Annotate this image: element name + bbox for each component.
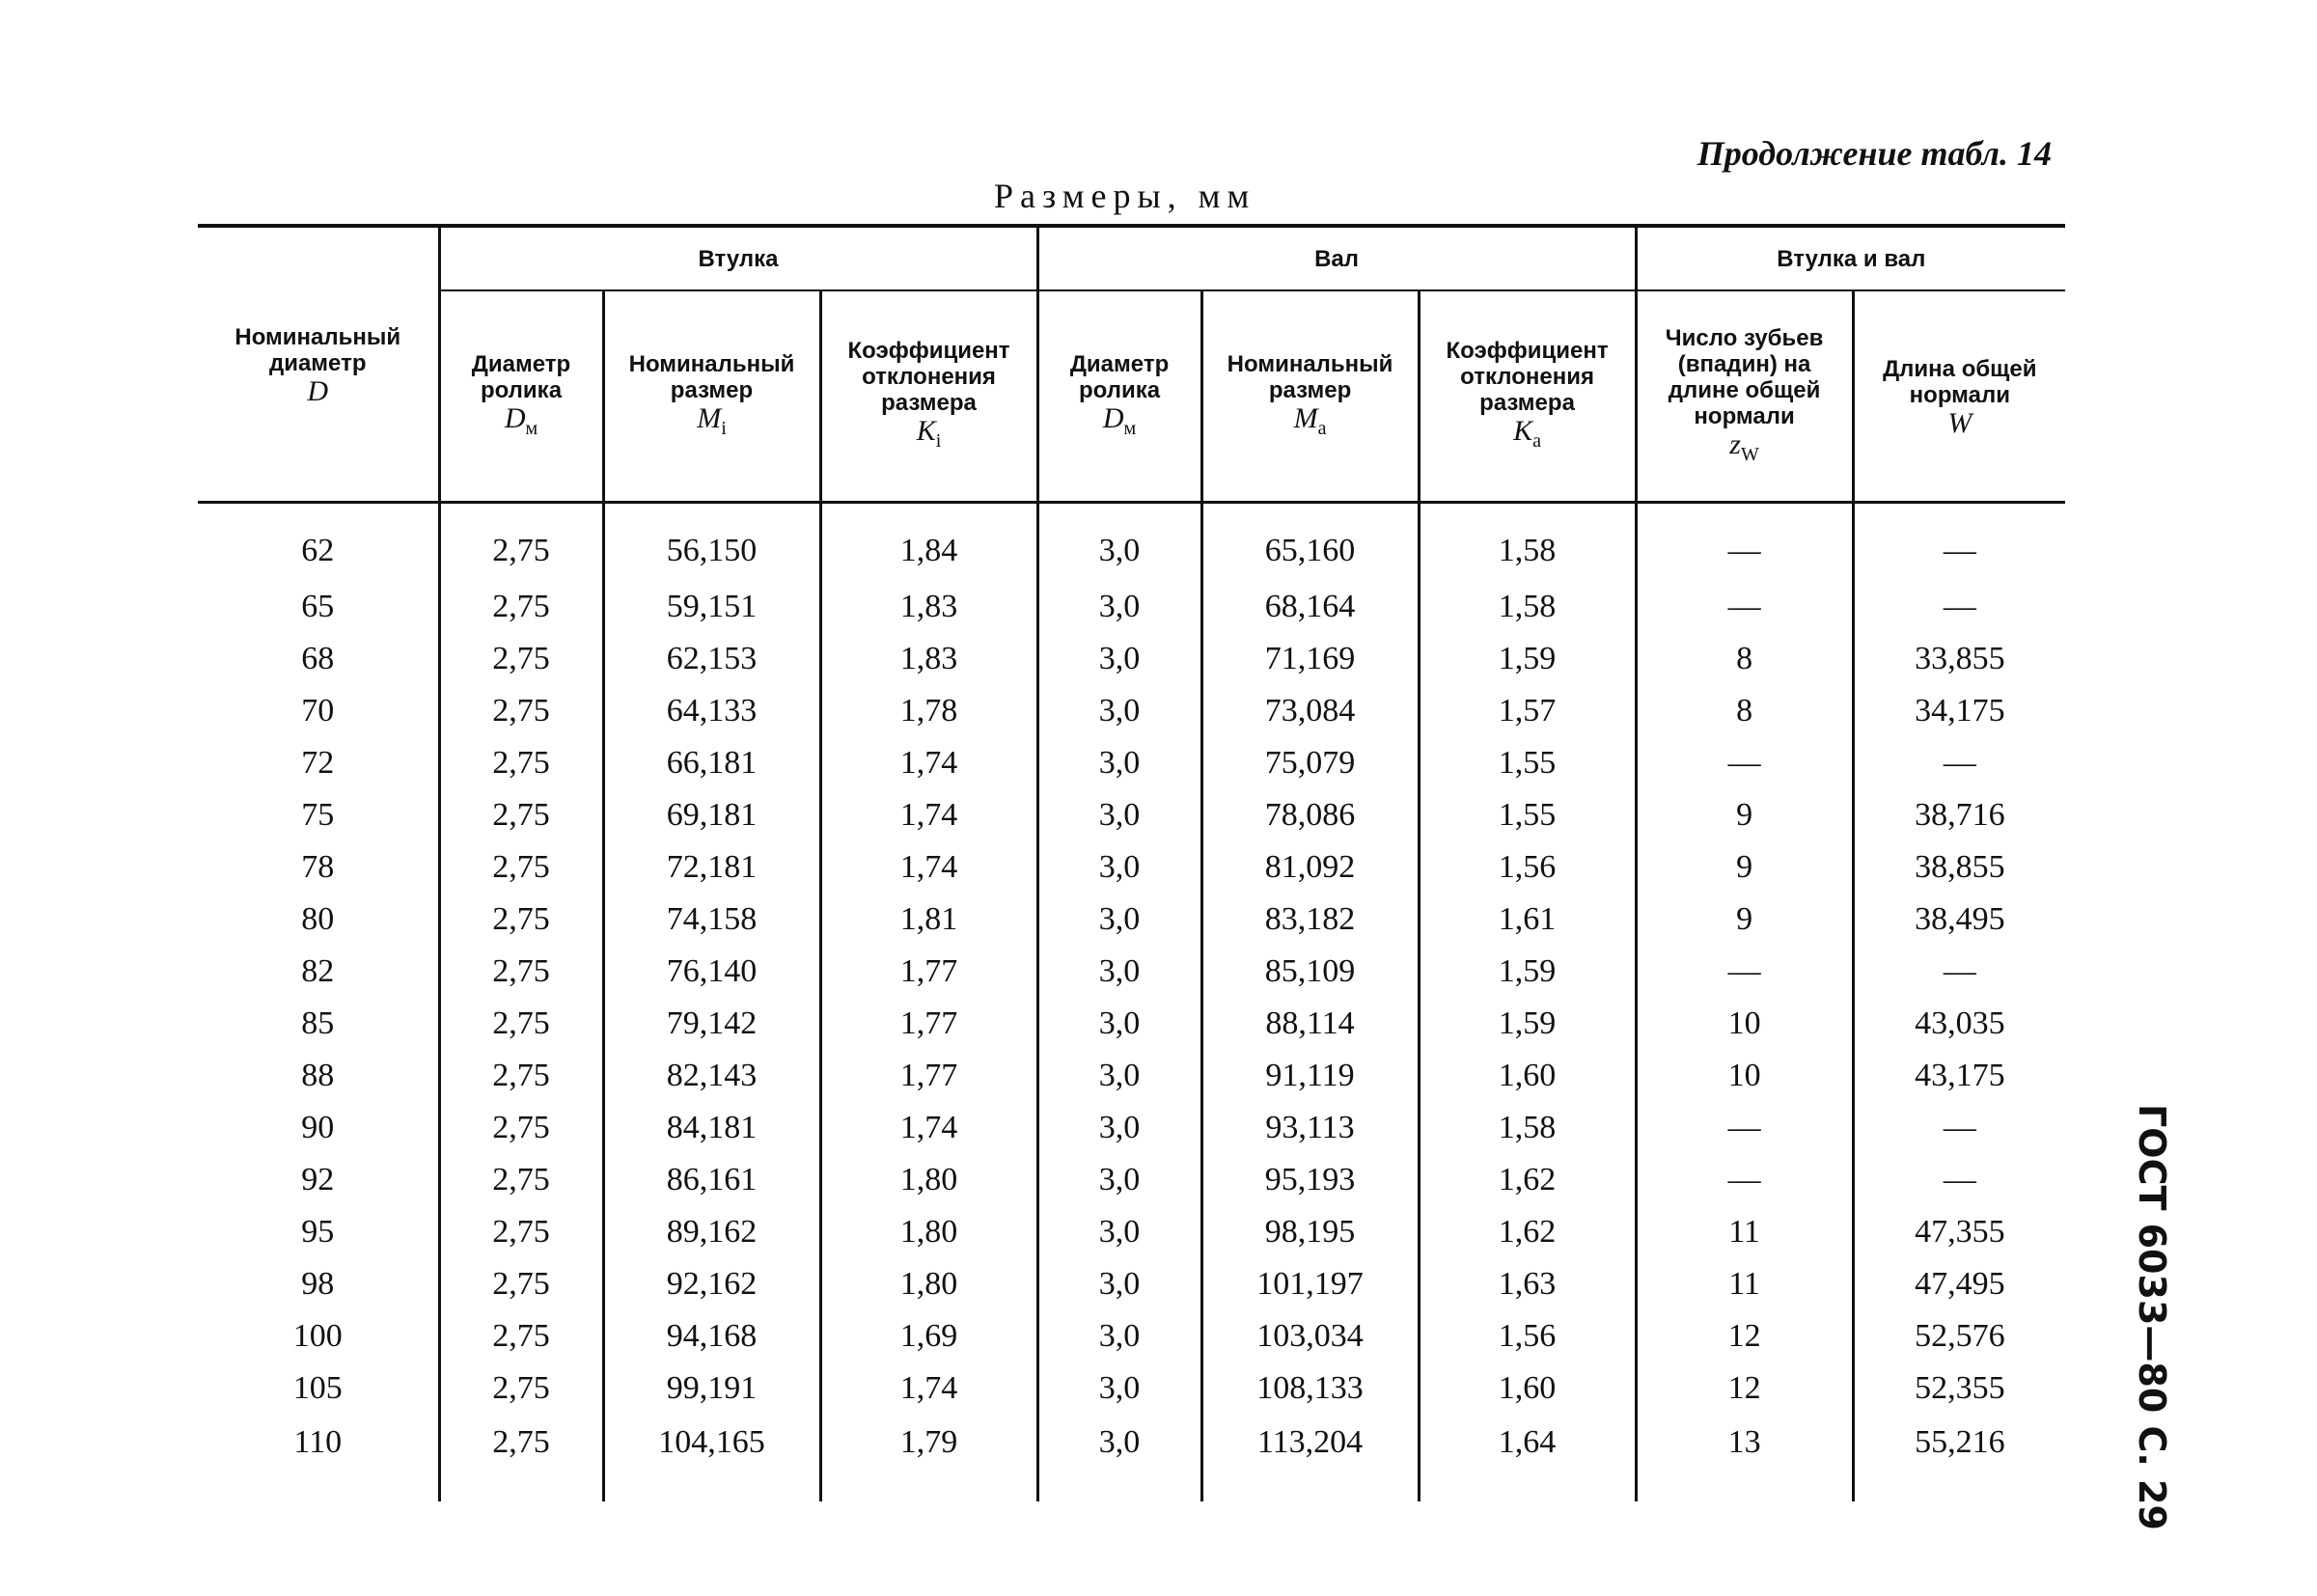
cell-common-normal-length: 47,355 — [1853, 1206, 2065, 1258]
cell-bushing-nominal-size: 69,181 — [603, 789, 820, 841]
cell-shaft-nominal-size: 73,084 — [1201, 685, 1419, 737]
header-label: Диаметр ролика — [1069, 350, 1170, 403]
cell-shaft-deviation-coefficient: 1,60 — [1419, 1050, 1636, 1102]
header-common-normal-length — [1853, 290, 2065, 503]
cell-bushing-roller-diameter: 2,75 — [439, 685, 603, 737]
cell-shaft-nominal-size: 83,182 — [1201, 894, 1419, 946]
cell-bushing-deviation-coefficient: 1,83 — [820, 633, 1037, 685]
cell-teeth-count: 10 — [1636, 1050, 1853, 1102]
cell-teeth-count: — — [1636, 581, 1853, 633]
cell-bushing-roller-diameter: 2,75 — [439, 841, 603, 894]
cell-common-normal-length: 38,716 — [1853, 789, 2065, 841]
cell-nominal-diameter: 65 — [301, 589, 335, 624]
cell-nominal-diameter: 100 — [292, 1318, 343, 1354]
header-teeth-count — [1636, 290, 1853, 503]
header-group-bushing-and-shaft: Втулка и вал — [1636, 226, 2065, 290]
cell-shaft-roller-diameter: 3,0 — [1037, 1362, 1201, 1415]
cell-shaft-deviation-coefficient: 1,61 — [1419, 894, 1636, 946]
cell-nominal-diameter: 90 — [301, 1110, 335, 1145]
header-row-groups — [198, 226, 2065, 290]
header-symbol-sub: м — [1123, 417, 1137, 439]
header-symbol: W — [1947, 407, 1972, 439]
cell-bushing-nominal-size: 89,162 — [603, 1206, 820, 1258]
header-symbol-sub: a — [1317, 417, 1327, 439]
cell-common-normal-length: 55,216 — [1853, 1415, 2065, 1501]
header-symbol-sub: i — [935, 430, 942, 452]
cell-bushing-nominal-size: 92,162 — [603, 1258, 820, 1310]
header-symbol-main: K — [1513, 415, 1533, 447]
cell-shaft-nominal-size: 65,160 — [1201, 503, 1419, 582]
cell-teeth-count: 9 — [1636, 841, 1853, 894]
cell-nominal-diameter: 92 — [301, 1162, 335, 1197]
cell-bushing-deviation-coefficient: 1,78 — [820, 685, 1037, 737]
cell-teeth-count: 10 — [1636, 998, 1853, 1050]
cell-bushing-deviation-coefficient: 1,74 — [820, 1362, 1037, 1415]
cell-bushing-deviation-coefficient: 1,77 — [820, 1050, 1037, 1102]
header-symbol — [1043, 401, 1197, 442]
cell-shaft-roller-diameter: 3,0 — [1037, 894, 1201, 946]
cell-shaft-nominal-size: 103,034 — [1201, 1310, 1419, 1362]
table-row — [198, 1050, 2065, 1102]
cell-common-normal-length: — — [1853, 1102, 2065, 1154]
table-row — [198, 1310, 2065, 1362]
header-bushing-nominal-size — [603, 290, 820, 503]
cell-nominal-diameter: 72 — [301, 745, 335, 781]
cell-shaft-roller-diameter: 3,0 — [1037, 998, 1201, 1050]
cell-shaft-deviation-coefficient: 1,59 — [1419, 946, 1636, 998]
cell-bushing-deviation-coefficient: 1,81 — [820, 894, 1037, 946]
cell-shaft-nominal-size: 75,079 — [1201, 737, 1419, 789]
header-symbol-sub: i — [721, 417, 727, 439]
cell-bushing-deviation-coefficient: 1,74 — [820, 841, 1037, 894]
table-row — [198, 789, 2065, 841]
cell-bushing-deviation-coefficient: 1,74 — [820, 1102, 1037, 1154]
units-caption: Размеры, мм — [994, 177, 1256, 215]
header-group-shaft: Вал — [1037, 226, 1636, 290]
cell-shaft-deviation-coefficient: 1,55 — [1419, 789, 1636, 841]
cell-shaft-deviation-coefficient: 1,58 — [1419, 581, 1636, 633]
cell-shaft-nominal-size: 81,092 — [1201, 841, 1419, 894]
cell-teeth-count: — — [1636, 1154, 1853, 1206]
cell-shaft-nominal-size: 108,133 — [1201, 1362, 1419, 1415]
cell-bushing-roller-diameter: 2,75 — [439, 1102, 603, 1154]
header-symbol-main: z — [1729, 427, 1741, 460]
cell-bushing-nominal-size: 62,153 — [603, 633, 820, 685]
cell-shaft-nominal-size: 95,193 — [1201, 1154, 1419, 1206]
header-symbol-main: D — [1102, 401, 1124, 434]
header-label: Длина общей нормали — [1883, 356, 2037, 408]
cell-shaft-deviation-coefficient: 1,59 — [1419, 633, 1636, 685]
cell-nominal-diameter: 85 — [301, 1005, 335, 1041]
cell-teeth-count: — — [1636, 503, 1853, 582]
cell-bushing-roller-diameter: 2,75 — [439, 946, 603, 998]
header-symbol-sub: м — [525, 417, 538, 439]
cell-nominal-diameter: 110 — [293, 1424, 343, 1460]
header-symbol-sub: W — [1740, 443, 1759, 465]
cell-common-normal-length: — — [1853, 581, 2065, 633]
header-label: Коэффициент отклонения размера — [847, 338, 1010, 416]
cell-bushing-roller-diameter: 2,75 — [439, 1362, 603, 1415]
cell-nominal-diameter: 95 — [301, 1214, 335, 1250]
cell-common-normal-length: — — [1853, 1154, 2065, 1206]
table-row — [198, 737, 2065, 789]
table-row — [198, 581, 2065, 633]
cell-bushing-nominal-size: 79,142 — [603, 998, 820, 1050]
cell-shaft-nominal-size: 91,119 — [1201, 1050, 1419, 1102]
cell-teeth-count: — — [1636, 946, 1853, 998]
header-label: Коэффициент отклонения размера — [1446, 338, 1609, 416]
cell-nominal-diameter: 70 — [301, 693, 335, 729]
header-shaft-nominal-size — [1201, 290, 1419, 503]
header-label: Число зубьев (впадин) на длине общей нормали — [1665, 324, 1824, 429]
cell-common-normal-length: 47,495 — [1853, 1258, 2065, 1310]
cell-bushing-nominal-size: 86,161 — [603, 1154, 820, 1206]
cell-shaft-nominal-size: 113,204 — [1201, 1415, 1419, 1501]
cell-bushing-roller-diameter: 2,75 — [439, 633, 603, 685]
cell-shaft-roller-diameter: 3,0 — [1037, 841, 1201, 894]
cell-shaft-nominal-size: 68,164 — [1201, 581, 1419, 633]
cell-shaft-roller-diameter: 3,0 — [1037, 581, 1201, 633]
cell-teeth-count: 9 — [1636, 789, 1853, 841]
cell-bushing-roller-diameter: 2,75 — [439, 894, 603, 946]
cell-bushing-deviation-coefficient: 1,74 — [820, 789, 1037, 841]
cell-bushing-roller-diameter: 2,75 — [439, 998, 603, 1050]
cell-shaft-roller-diameter: 3,0 — [1037, 1206, 1201, 1258]
cell-shaft-roller-diameter: 3,0 — [1037, 1310, 1201, 1362]
cell-teeth-count: — — [1636, 1102, 1853, 1154]
cell-common-normal-length: 43,035 — [1853, 998, 2065, 1050]
header-shaft-deviation-coefficient — [1419, 290, 1636, 503]
header-bushing-roller-diameter — [439, 290, 603, 503]
cell-common-normal-length: — — [1853, 946, 2065, 998]
cell-bushing-nominal-size: 76,140 — [603, 946, 820, 998]
cell-teeth-count: 13 — [1636, 1415, 1853, 1501]
cell-shaft-roller-diameter: 3,0 — [1037, 1050, 1201, 1102]
cell-nominal-diameter: 98 — [301, 1266, 335, 1302]
table-row — [198, 503, 2065, 582]
cell-shaft-deviation-coefficient: 1,56 — [1419, 1310, 1636, 1362]
cell-shaft-deviation-coefficient: 1,58 — [1419, 1102, 1636, 1154]
cell-bushing-nominal-size: 66,181 — [603, 737, 820, 789]
side-standard-code-text: ГОСТ 6033—80 С. 29 — [2131, 1104, 2173, 1530]
cell-bushing-roller-diameter: 2,75 — [439, 1154, 603, 1206]
cell-bushing-nominal-size: 99,191 — [603, 1362, 820, 1415]
cell-shaft-nominal-size: 88,114 — [1201, 998, 1419, 1050]
cell-nominal-diameter: 75 — [301, 797, 335, 833]
header-bushing-deviation-coefficient — [820, 290, 1037, 503]
cell-shaft-deviation-coefficient: 1,60 — [1419, 1362, 1636, 1415]
header-symbol — [1207, 401, 1414, 442]
cell-common-normal-length: 38,855 — [1853, 841, 2065, 894]
cell-bushing-roller-diameter: 2,75 — [439, 1258, 603, 1310]
cell-bushing-nominal-size: 104,165 — [603, 1415, 820, 1501]
table-row — [198, 946, 2065, 998]
cell-shaft-roller-diameter: 3,0 — [1037, 1258, 1201, 1310]
header-symbol-main: M — [1293, 401, 1318, 434]
cell-bushing-nominal-size: 59,151 — [603, 581, 820, 633]
cell-nominal-diameter: 88 — [301, 1058, 335, 1093]
header-symbol-main: K — [916, 415, 936, 447]
cell-common-normal-length: 52,576 — [1853, 1310, 2065, 1362]
cell-nominal-diameter: 105 — [292, 1370, 343, 1406]
cell-shaft-roller-diameter: 3,0 — [1037, 633, 1201, 685]
cell-teeth-count: 12 — [1636, 1362, 1853, 1415]
table-row — [198, 1206, 2065, 1258]
cell-bushing-deviation-coefficient: 1,84 — [820, 503, 1037, 582]
header-symbol-main: D — [504, 401, 526, 434]
cell-shaft-roller-diameter: 3,0 — [1037, 685, 1201, 737]
header-shaft-roller-diameter — [1037, 290, 1201, 503]
cell-teeth-count: 12 — [1636, 1310, 1853, 1362]
dimensions-table — [198, 224, 2065, 1501]
cell-bushing-nominal-size: 94,168 — [603, 1310, 820, 1362]
header-symbol: D — [307, 375, 329, 407]
cell-shaft-nominal-size: 93,113 — [1201, 1102, 1419, 1154]
cell-shaft-deviation-coefficient: 1,58 — [1419, 503, 1636, 582]
cell-nominal-diameter: 78 — [301, 849, 335, 885]
header-symbol — [609, 401, 815, 442]
cell-bushing-roller-diameter: 2,75 — [439, 503, 603, 582]
cell-shaft-deviation-coefficient: 1,59 — [1419, 998, 1636, 1050]
cell-common-normal-length: 43,175 — [1853, 1050, 2065, 1102]
cell-bushing-nominal-size: 74,158 — [603, 894, 820, 946]
cell-common-normal-length: — — [1853, 737, 2065, 789]
cell-shaft-roller-diameter: 3,0 — [1037, 737, 1201, 789]
cell-bushing-nominal-size: 64,133 — [603, 685, 820, 737]
cell-bushing-deviation-coefficient: 1,79 — [820, 1415, 1037, 1501]
cell-teeth-count: 11 — [1636, 1206, 1853, 1258]
cell-teeth-count: 9 — [1636, 894, 1853, 946]
header-group-bushing: Втулка — [439, 226, 1037, 290]
cell-nominal-diameter: 80 — [301, 901, 335, 937]
cell-nominal-diameter: 68 — [301, 641, 335, 676]
cell-shaft-roller-diameter: 3,0 — [1037, 1102, 1201, 1154]
table-row — [198, 841, 2065, 894]
header-nominal-diameter — [198, 226, 439, 503]
table-row — [198, 1362, 2065, 1415]
cell-shaft-roller-diameter: 3,0 — [1037, 1154, 1201, 1206]
cell-shaft-nominal-size: 85,109 — [1201, 946, 1419, 998]
cell-bushing-deviation-coefficient: 1,80 — [820, 1206, 1037, 1258]
cell-teeth-count: 11 — [1636, 1258, 1853, 1310]
table-row — [198, 633, 2065, 685]
cell-common-normal-length: 38,495 — [1853, 894, 2065, 946]
cell-common-normal-length: 33,855 — [1853, 633, 2065, 685]
cell-shaft-roller-diameter: 3,0 — [1037, 946, 1201, 998]
cell-bushing-deviation-coefficient: 1,80 — [820, 1258, 1037, 1310]
cell-common-normal-length: 52,355 — [1853, 1362, 2065, 1415]
cell-shaft-deviation-coefficient: 1,55 — [1419, 737, 1636, 789]
cell-common-normal-length: 34,175 — [1853, 685, 2065, 737]
table-row — [198, 1102, 2065, 1154]
cell-shaft-nominal-size: 78,086 — [1201, 789, 1419, 841]
cell-bushing-deviation-coefficient: 1,80 — [820, 1154, 1037, 1206]
cell-bushing-nominal-size: 72,181 — [603, 841, 820, 894]
header-symbol — [826, 415, 1033, 454]
cell-nominal-diameter: 82 — [301, 953, 335, 989]
cell-shaft-deviation-coefficient: 1,63 — [1419, 1258, 1636, 1310]
header-label: Номинальный размер — [628, 350, 795, 403]
header-symbol-sub: a — [1532, 430, 1541, 452]
table-row — [198, 685, 2065, 737]
cell-shaft-nominal-size: 98,195 — [1201, 1206, 1419, 1258]
cell-shaft-deviation-coefficient: 1,57 — [1419, 685, 1636, 737]
header-row-columns — [198, 290, 2065, 503]
cell-bushing-deviation-coefficient: 1,77 — [820, 998, 1037, 1050]
cell-bushing-deviation-coefficient: 1,77 — [820, 946, 1037, 998]
header-label: Номинальный диаметр — [234, 324, 401, 376]
cell-bushing-deviation-coefficient: 1,83 — [820, 581, 1037, 633]
cell-teeth-count: — — [1636, 737, 1853, 789]
cell-shaft-roller-diameter: 3,0 — [1037, 1415, 1201, 1501]
cell-bushing-roller-diameter: 2,75 — [439, 1310, 603, 1362]
cell-shaft-deviation-coefficient: 1,62 — [1419, 1154, 1636, 1206]
header-symbol-main: M — [697, 401, 722, 434]
cell-bushing-roller-diameter: 2,75 — [439, 1415, 603, 1501]
cell-shaft-nominal-size: 101,197 — [1201, 1258, 1419, 1310]
cell-nominal-diameter: 62 — [301, 533, 335, 568]
header-symbol — [1424, 415, 1631, 454]
cell-teeth-count: 8 — [1636, 685, 1853, 737]
header-label: Номинальный размер — [1227, 350, 1393, 403]
table-row — [198, 998, 2065, 1050]
cell-shaft-deviation-coefficient: 1,56 — [1419, 841, 1636, 894]
cell-bushing-deviation-coefficient: 1,69 — [820, 1310, 1037, 1362]
cell-shaft-deviation-coefficient: 1,64 — [1419, 1415, 1636, 1501]
cell-bushing-roller-diameter: 2,75 — [439, 737, 603, 789]
cell-bushing-nominal-size: 56,150 — [603, 503, 820, 582]
cell-common-normal-length: — — [1853, 503, 2065, 582]
cell-bushing-roller-diameter: 2,75 — [439, 1050, 603, 1102]
table-row — [198, 1415, 2065, 1501]
cell-teeth-count: 8 — [1636, 633, 1853, 685]
cell-shaft-roller-diameter: 3,0 — [1037, 789, 1201, 841]
cell-bushing-roller-diameter: 2,75 — [439, 1206, 603, 1258]
cell-shaft-deviation-coefficient: 1,62 — [1419, 1206, 1636, 1258]
table-row — [198, 1154, 2065, 1206]
header-label: Диаметр ролика — [471, 350, 571, 403]
header-symbol — [445, 401, 598, 442]
table-row — [198, 1258, 2065, 1310]
table-continuation-caption: Продолжение табл. 14 — [1696, 134, 2052, 173]
table-body — [198, 503, 2065, 1502]
cell-bushing-deviation-coefficient: 1,74 — [820, 737, 1037, 789]
table-row — [198, 894, 2065, 946]
cell-bushing-roller-diameter: 2,75 — [439, 581, 603, 633]
cell-shaft-roller-diameter: 3,0 — [1037, 503, 1201, 582]
header-symbol — [1641, 427, 1848, 468]
cell-bushing-nominal-size: 82,143 — [603, 1050, 820, 1102]
cell-bushing-roller-diameter: 2,75 — [439, 789, 603, 841]
side-standard-code — [2123, 1104, 2181, 1530]
cell-shaft-nominal-size: 71,169 — [1201, 633, 1419, 685]
cell-bushing-nominal-size: 84,181 — [603, 1102, 820, 1154]
